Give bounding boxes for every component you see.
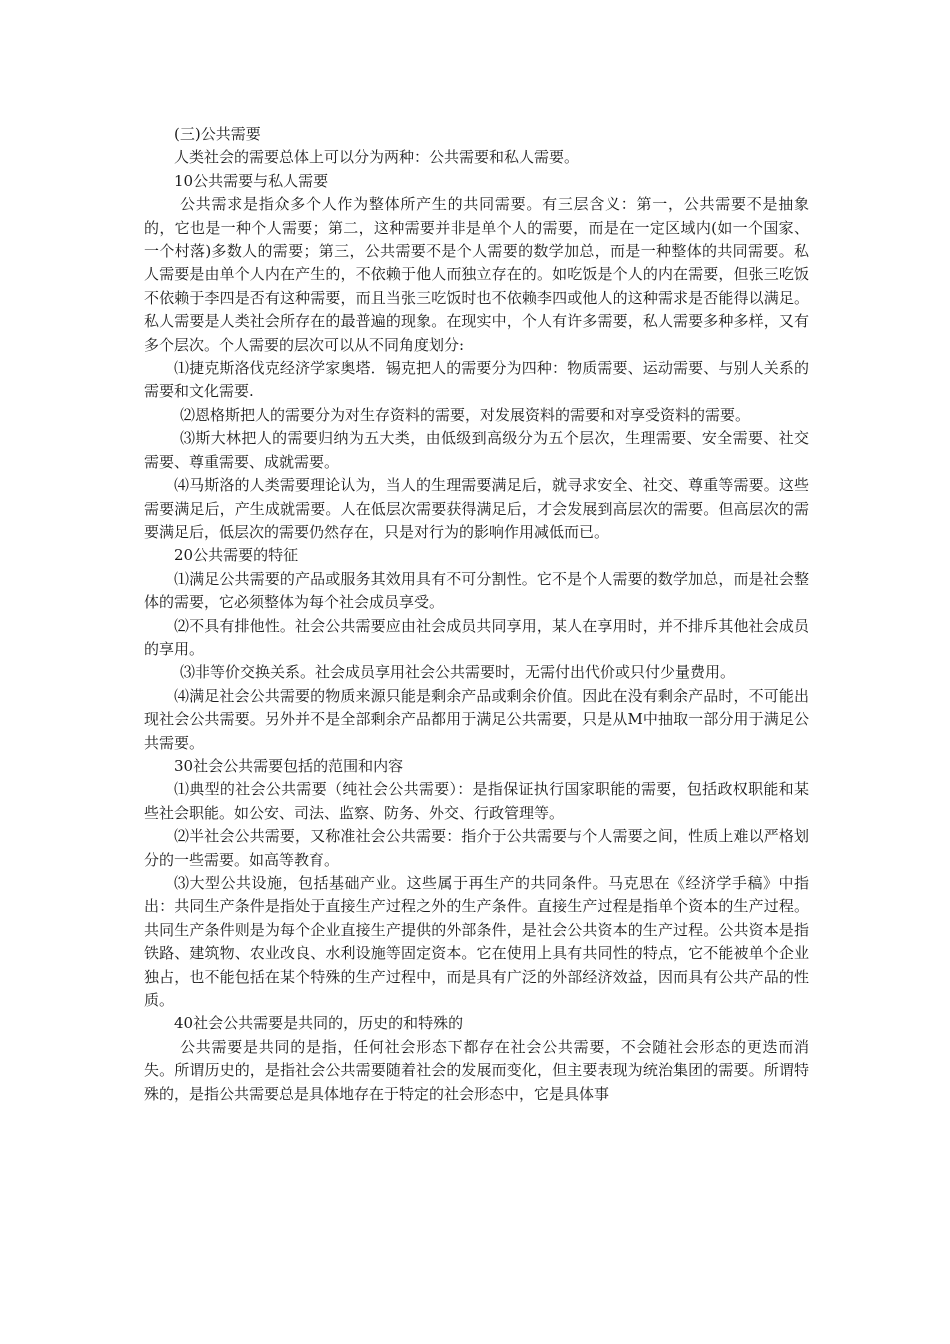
paragraph-intro: 人类社会的需要总体上可以分为两种：公共需要和私人需要。 <box>174 148 580 167</box>
scope-item-1: ⑴典型的社会公共需要（纯社会公共需要）：是指保证执行国家职能的需要，包括政权职能和某些社会职能。如公安、司法、监察、防务、外交、行政管理等。 <box>144 780 809 822</box>
scope-item-2: ⑵半社会公共需要，又称准社会公共需要：指介于公共需要与个人需要之间，性质上难以严格划分的一些需要。如高等教育。 <box>144 827 809 869</box>
paragraph-definition: 公共需求是指众多个人作为整体所产生的共同需要。有三层含义：第一，公共需要不是抽象的，它也是一种个人需要；第二，这种需要并非是单个人的需要，而是在一定区域内(如一个国家、一个村落)多数人的需要；第三，公共需要不是个人需要的数学加总，而是一种整体的共同需要。私人需要是由单个人内在产生的，不依赖于他人而独立存在的。如吃饭是个人的内在需要，但张三吃饭不依赖于李四是否有这种需要，而且当张三吃饭时也不依赖李四或他人的这种需求是否能得以满足。私人需要是人类社会所存在的最普遍的现象。在现实中，个人有许多需要，私人需要多种多样，又有多个层次。个人需要的层次可以从不同角度划分: <box>144 195 809 354</box>
subheading-4: 40社会公共需要是共同的，历史的和特殊的 <box>174 1014 464 1033</box>
subheading-3: 30社会公共需要包括的范围和内容 <box>174 756 404 775</box>
subheading-1: 10公共需要与私人需要 <box>174 171 329 190</box>
list-item-2-engels: ⑵恩格斯把人的需要分为对生存资料的需要，对发展资料的需要和对享受资料的需要。 <box>180 405 751 424</box>
feature-item-1: ⑴满足公共需要的产品或服务其效用具有不可分割性。它不是个人需要的数学加总，而是社会整体的需要，它必须整体为每个社会成员享受。 <box>144 569 809 612</box>
feature-item-3: ⑶非等价交换关系。社会成员享用社会公共需要时，无需付出代价或只付少量费用。 <box>180 663 736 682</box>
subheading-2: 20公共需要的特征 <box>174 546 299 565</box>
feature-item-2: ⑵不具有排他性。社会公共需要应由社会成员共同享用，某人在享用时，并不排斥其他社会成员的享用。 <box>144 616 809 658</box>
scope-item-3: ⑶大型公共设施，包括基础产业。这些属于再生产的共同条件。马克思在《经济学手稿》中指出：共同生产条件是指处于直接生产过程之外的生产条件。直接生产过程是指单个资本的生产过程。共同生产条件则是为每个企业直接生产提供的外部条件，是社会公共资本的生产过程。公共资本是指铁路、建筑物、农业改良、水利设施等固定资本。它在使用上具有共同性的特点，它不能被单个企业独占，也不能包括在某个特殊的生产过程中，而是具有广泛的外部经济效益，因而具有公共产品的性质。 <box>144 874 809 1010</box>
paragraph-historical: 公共需要是共同的是指，任何社会形态下都存在社会公共需要，不会随社会形态的更迭而消失。所谓历史的，是指社会公共需要随着社会的发展而变化，但主要表现为统治集团的需要。所谓特殊的，是指公共需要总是具体地存在于特定的社会形态中，它是具体事 <box>144 1037 809 1103</box>
section-heading-public-needs: (三)公共需要 <box>174 125 261 143</box>
document-body <box>144 123 809 1106</box>
list-item-4-maslow: ⑷马斯洛的人类需要理论认为，当人的生理需要满足后，就寻求安全、社交、尊重等需要。这些需要满足后，产生成就需要。人在低层次需要获得满足后，才会发展到高层次的需要。但高层次的需要满足后，低层次的需要仍然存在，只是对行为的影响作用减低而已。 <box>144 476 809 541</box>
list-item-1-ota-sik: ⑴捷克斯洛伐克经济学家奥塔．锡克把人的需要分为四种：物质需要、运动需要、与别人关系的需要和文化需要. <box>144 359 809 401</box>
list-item-3-stalin: ⑶斯大林把人的需要归纳为五大类，由低级到高级分为五个层次，生理需要、安全需要、社交需要、尊重需要、成就需要。 <box>144 429 809 471</box>
feature-item-4: ⑷满足社会公共需要的物质来源只能是剩余产品或剩余价值。因此在没有剩余产品时，不可能出现社会公共需要。另外并不是全部剩余产品都用于满足公共需要，只是从M中抽取一部分用于满足公共需要。 <box>144 686 809 752</box>
